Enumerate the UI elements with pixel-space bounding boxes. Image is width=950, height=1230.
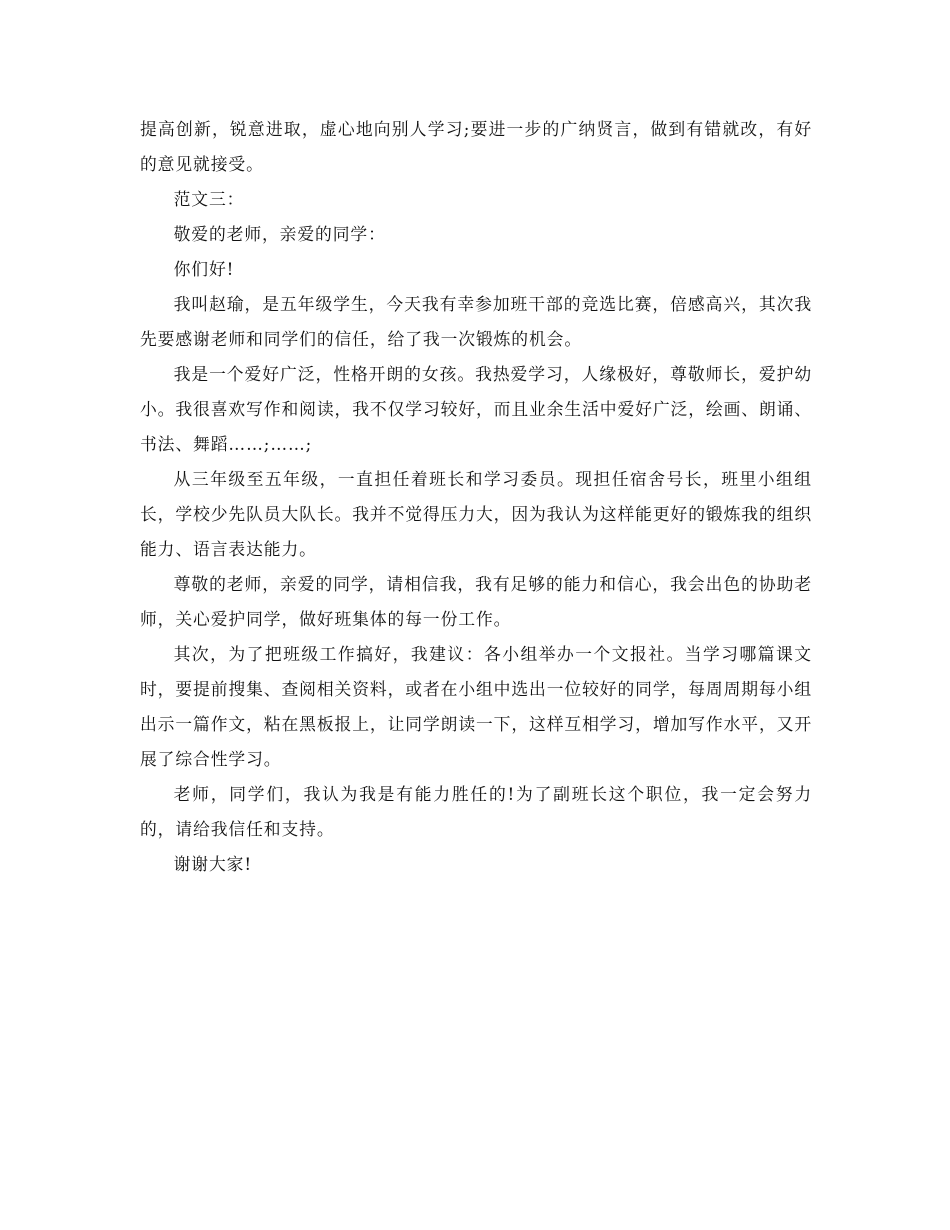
- closing: 谢谢大家!: [173, 854, 252, 874]
- paragraph: 我叫赵瑜，是五年级学生，今天我有幸参加班干部的竞选比赛，倍感高兴，其次我先要感谢老师和同学们的信任，给了我一次锻炼的机会。: [140, 294, 812, 349]
- paragraph: 老师，同学们，我认为我是有能力胜任的!为了副班长这个职位，我一定会努力的，请给我信任和支持。: [140, 784, 812, 839]
- greeting: 你们好!: [173, 259, 235, 279]
- paragraph: 从三年级至五年级，一直担任着班长和学习委员。现担任宿舍号长，班里小组组长，学校少先队员大队长。我并不觉得压力大，因为我认为这样能更好的锻炼我的组织能力、语言表达能力。: [140, 469, 812, 559]
- document-body: [140, 112, 812, 882]
- paragraph: 其次，为了把班级工作搞好，我建议：各小组举办一个文报社。当学习哪篇课文时，要提前搜集、查阅相关资料，或者在小组中选出一位较好的同学，每周周期每小组出示一篇作文，粘在黑板报上，让同学朗读一下，这样互相学习，增加写作水平，又开展了综合性学习。: [140, 644, 812, 769]
- section-heading: 范文三：: [173, 189, 245, 209]
- paragraph: 尊敬的老师，亲爱的同学，请相信我，我有足够的能力和信心，我会出色的协助老师，关心爱护同学，做好班集体的每一份工作。: [140, 574, 812, 629]
- salutation: 敬爱的老师，亲爱的同学：: [173, 224, 386, 244]
- paragraph-continuation: 提高创新，锐意进取，虚心地向别人学习;要进一步的广纳贤言，做到有错就改，有好的意见就接受。: [140, 119, 812, 174]
- paragraph: 我是一个爱好广泛，性格开朗的女孩。我热爱学习，人缘极好，尊敬师长，爱护幼小。我很喜欢写作和阅读，我不仅学习较好，而且业余生活中爱好广泛，绘画、朗诵、书法、舞蹈……;……;: [140, 364, 812, 454]
